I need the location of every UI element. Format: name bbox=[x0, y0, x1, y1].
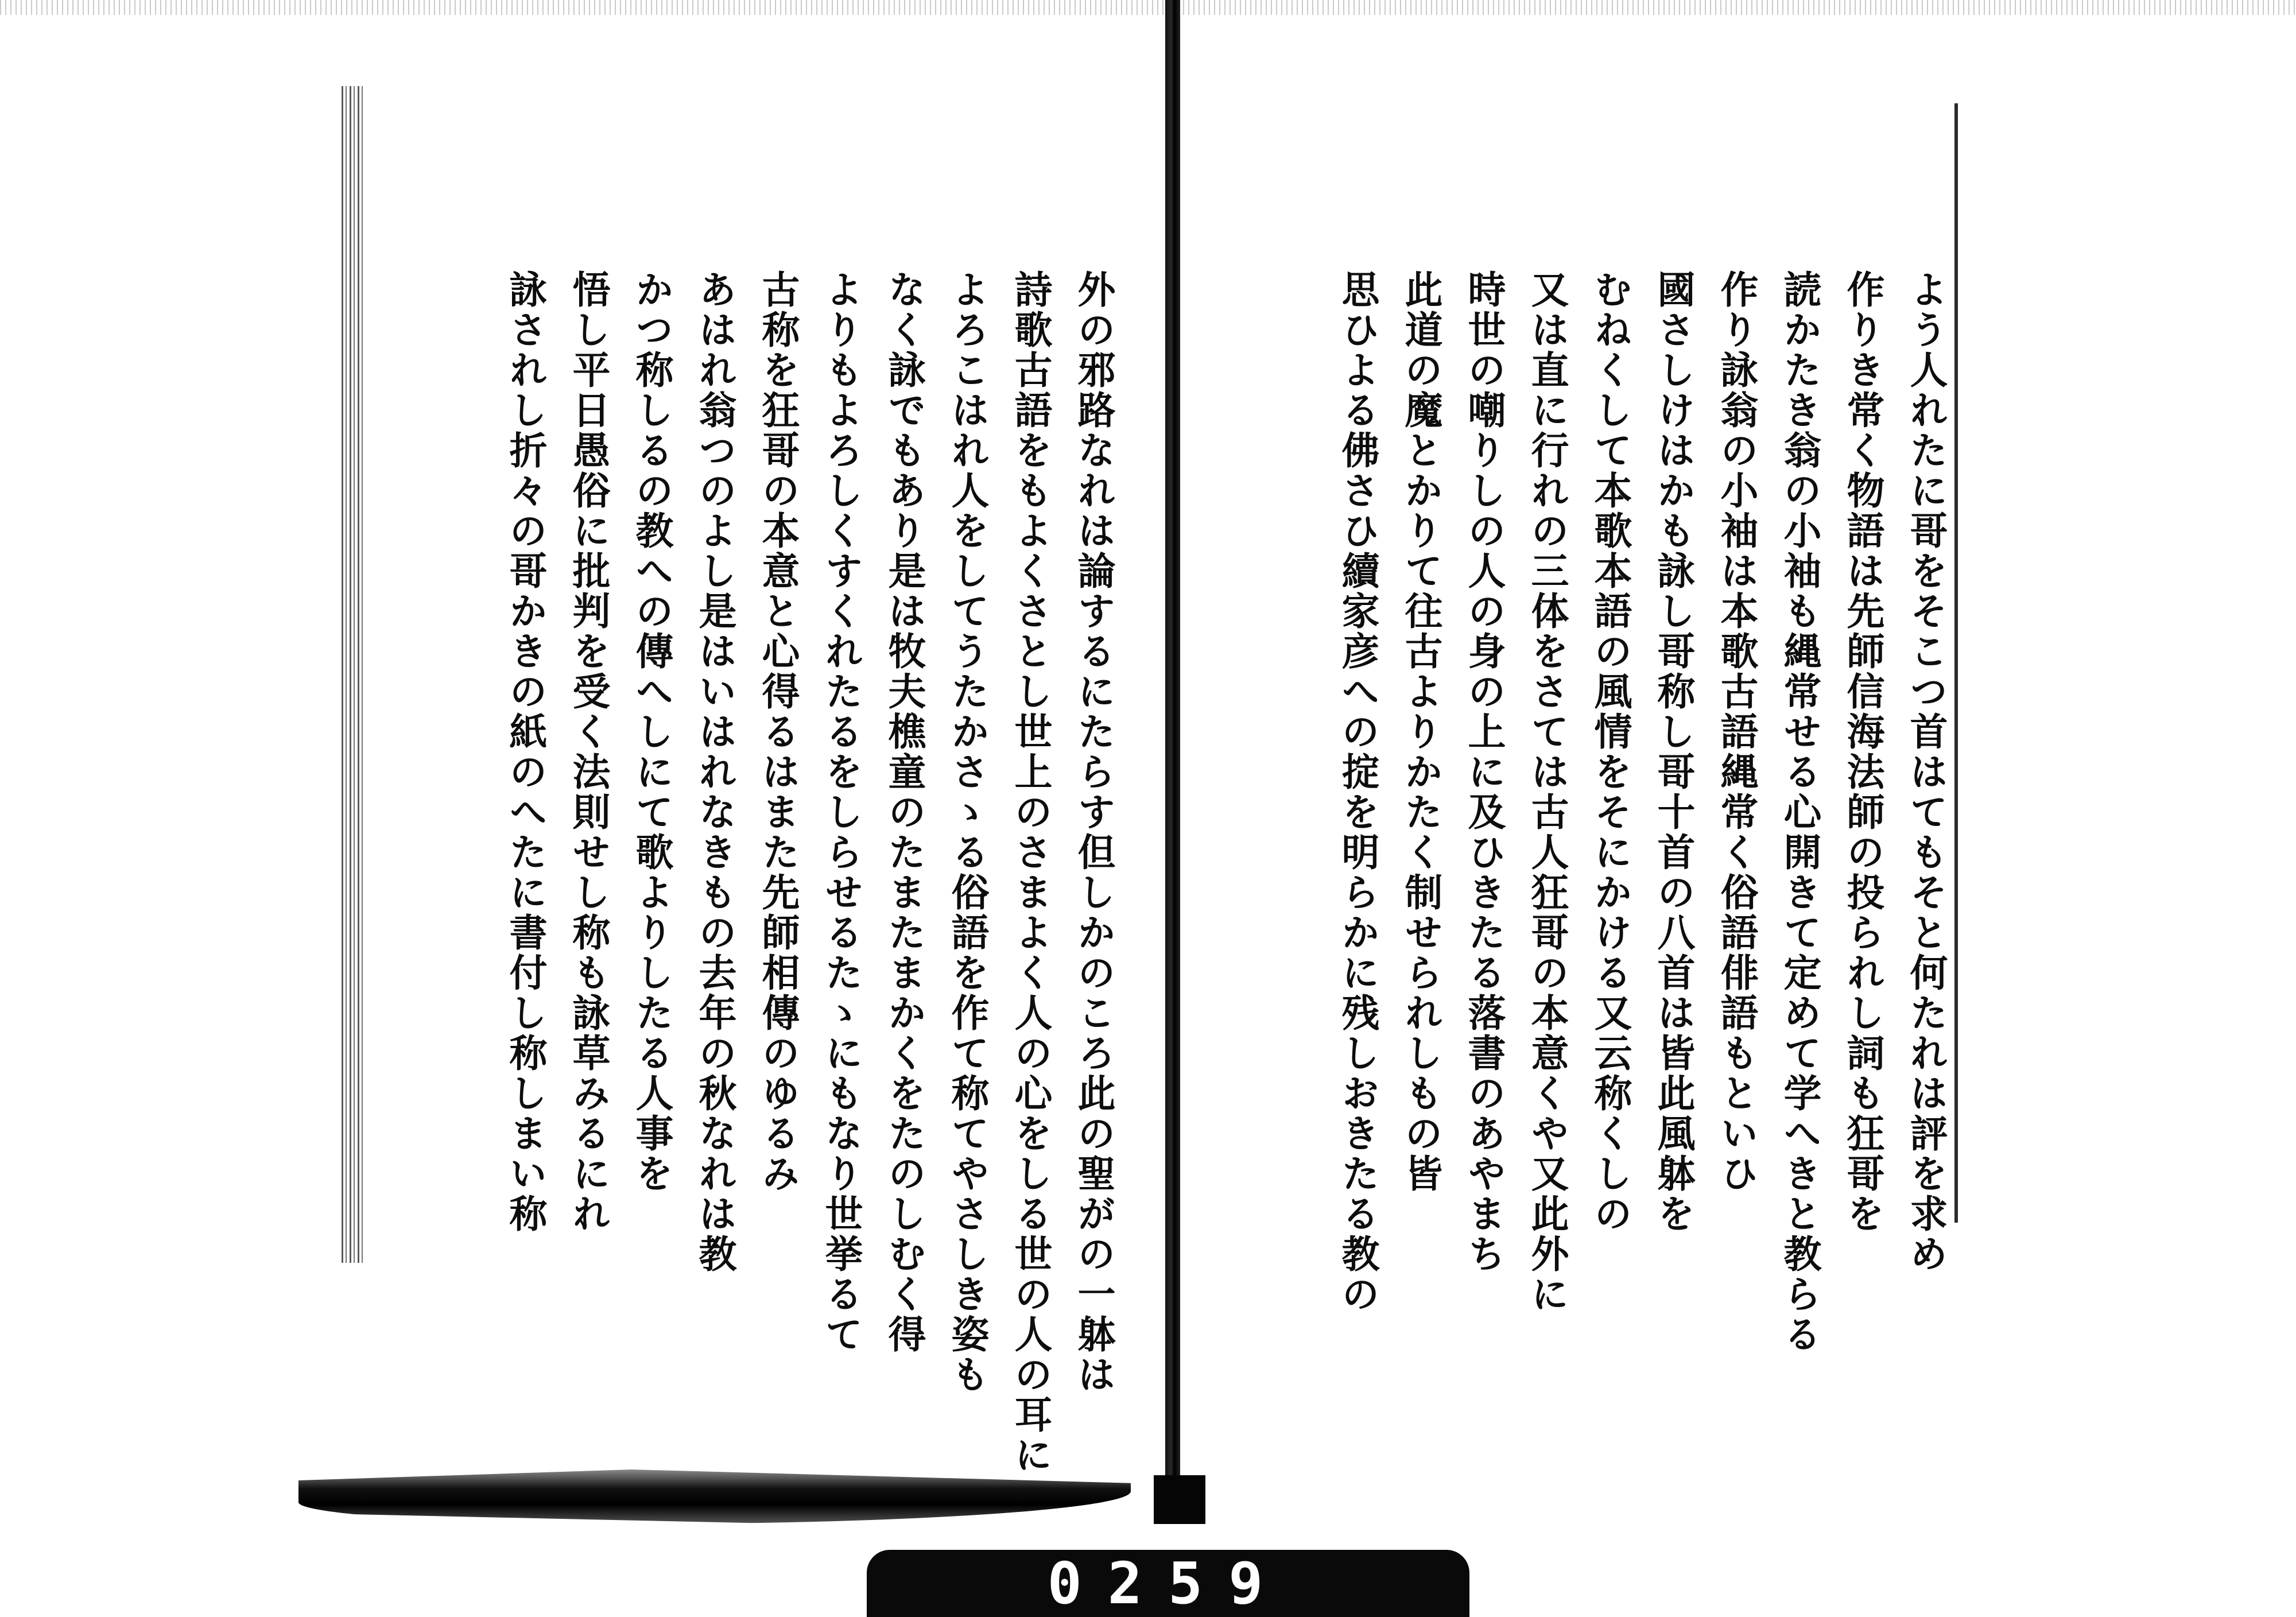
page-top-edge bbox=[0, 0, 2296, 15]
text-column: 國さしけはかも詠し哥称し哥十首の八首は皆此風躰を bbox=[1651, 270, 1696, 1234]
text-column: 読かたき翁の小袖も縄常せる心開きて定めて学へきと教らる bbox=[1777, 270, 1822, 1355]
text-column: 時世の嘲りしの人の身の上に及ひきたる落書のあやまち bbox=[1461, 270, 1506, 1274]
right-page-text bbox=[1251, 270, 1957, 1355]
text-column: あはれ翁つのよし是はいはれなきもの去年の秋なれは教 bbox=[692, 270, 737, 1274]
archive-number: 0259 bbox=[1047, 1550, 1289, 1617]
text-column: 思ひよる佛さひ續家彦への掟を明らかに残しおきたる教の bbox=[1335, 270, 1380, 1314]
left-page-edge bbox=[342, 86, 364, 1263]
text-column: よう人れたに哥をそこつ首はてもそと何たれは評を求め bbox=[1903, 270, 1948, 1274]
text-column: 詠されし折々の哥かきの紙のへたに書付し称しまい称 bbox=[503, 270, 548, 1234]
text-column: 悟し平日愚俗に批判を受く法則せし称も詠草みるにれ bbox=[566, 270, 611, 1234]
text-column: 又は直に行れの三体をさては古人狂哥の本意くや又此外に bbox=[1525, 270, 1569, 1314]
text-column: 外の邪路なれは論するにたらす但しかのころ此の聖がの一躰は bbox=[1071, 270, 1116, 1395]
text-column: よろこはれ人をしてうたかさゝる俗語を作て称てやさしき姿も bbox=[945, 270, 990, 1395]
bottom-page-shadow bbox=[298, 1469, 1131, 1524]
spine-block bbox=[1154, 1475, 1205, 1524]
text-column: なく詠でもあり是は牧夫樵童のたまたまかくをたのしむく得 bbox=[882, 270, 926, 1355]
archive-number-stamp bbox=[867, 1550, 1469, 1617]
text-column: 詩歌古語をもよくさとし世上のさまよく人の心をしる世の人の耳に bbox=[1008, 270, 1053, 1475]
text-column: 作りき常く物語は先師信海法師の投られし詞も狂哥を bbox=[1840, 270, 1885, 1234]
book-spine bbox=[1165, 0, 1180, 1492]
text-column: よりもよろしくすくれたるをしらせるたゝにもなり世挙るて bbox=[819, 270, 863, 1355]
text-column: 作り詠翁の小袖は本歌古語縄常く俗語俳語もといひ bbox=[1714, 270, 1759, 1194]
text-column: 古称を狂哥の本意と心得るはまた先師相傳のゆるみ bbox=[755, 270, 800, 1194]
text-column: 此道の魔とかりて往古よりかたく制せられしもの皆 bbox=[1398, 270, 1443, 1194]
left-page-text bbox=[396, 270, 1125, 1475]
text-column: かつ称しるの教への傳へしにて歌よりしたる人事を bbox=[629, 270, 674, 1194]
text-column: むねくして本歌本語の風情をそにかける又云称くしの bbox=[1588, 270, 1632, 1234]
